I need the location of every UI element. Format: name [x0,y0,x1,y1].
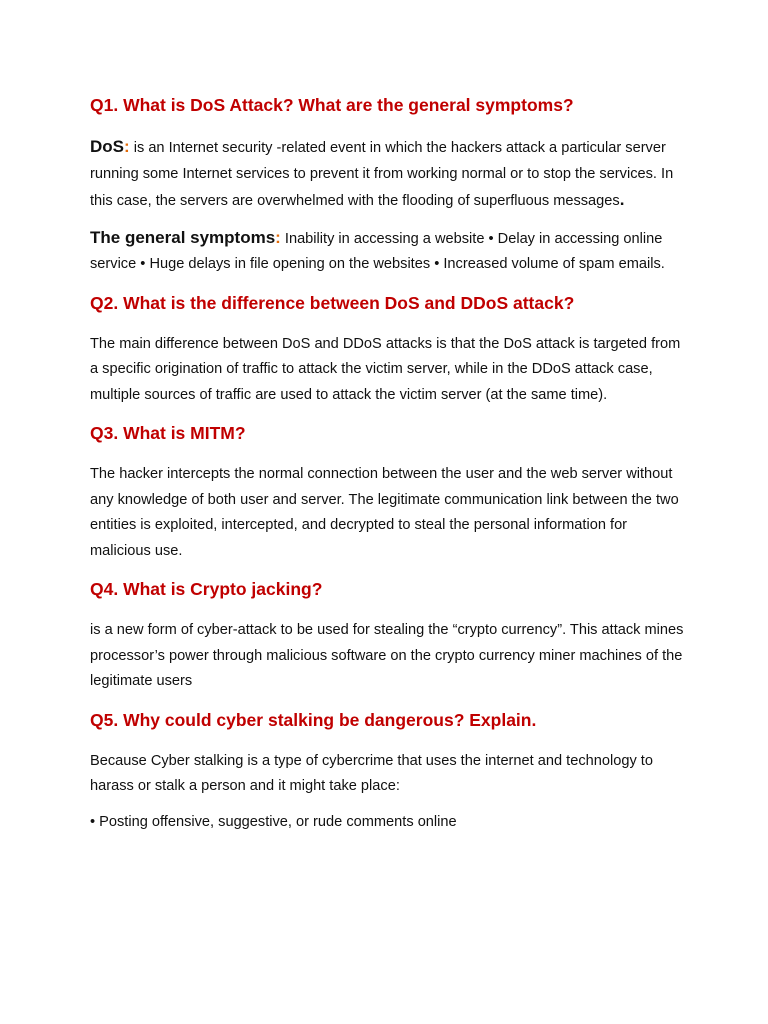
document-page [90,92,690,835]
dos-text: is an Internet security -related event in which the hackers attack a particular server running some Internet services to prevent it from working normal or to stop the services. In this case, the servers are overwhelmed with the flooding of superfluous messages [90,140,674,209]
q3-heading: Q3. What is MITM? [90,423,246,443]
q5-answer: Because Cyber stalking is a type of cybercrime that uses the internet and technology to harass or stalk a person and it might take place: [90,752,653,794]
dos-colon: : [124,137,130,156]
dos-term: DoS [90,137,124,156]
q5-bullet-item: • Posting offensive, suggestive, or rude comments online [90,813,457,830]
q1-symptoms [90,225,690,278]
q5-heading: Q5. Why could cyber stalking be dangerous? Explain. [90,709,537,730]
symptoms-text: Inability in accessing a website • Delay in accessing online service • Huge delays in file opening on the websites • Increased volume of spam emails. [90,230,665,272]
q1-dos-definition [90,134,690,215]
q4-answer: is a new form of cyber-attack to be used for stealing the “crypto currency”. This attack mines processor’s power through malicious software on the crypto currency miner machines of the legitimate users [90,622,684,689]
q2-heading: Q2. What is the difference between DoS and DDoS attack? [90,292,575,313]
q1-heading: Q1. What is DoS Attack? What are the general symptoms? [90,95,574,115]
symptoms-colon: : [275,227,281,247]
dos-end-period: . [619,190,625,209]
q3-answer: The hacker intercepts the normal connection between the user and the web server without any knowledge of both user and server. The legitimate communication link between the two entities is exploited, intercepted, and decrypted to steal the personal information for malicious use. [90,466,679,559]
q4-heading: Q4. What is Crypto jacking? [90,579,323,599]
q2-answer: The main difference between DoS and DDoS attacks is that the DoS attack is targeted from a specific origination of traffic to attack the victim server, while in the DDoS attack case, multiple sources of traffic are used to attack the victim server (at the same time). [90,335,681,403]
symptoms-term: The general symptoms [90,227,276,247]
